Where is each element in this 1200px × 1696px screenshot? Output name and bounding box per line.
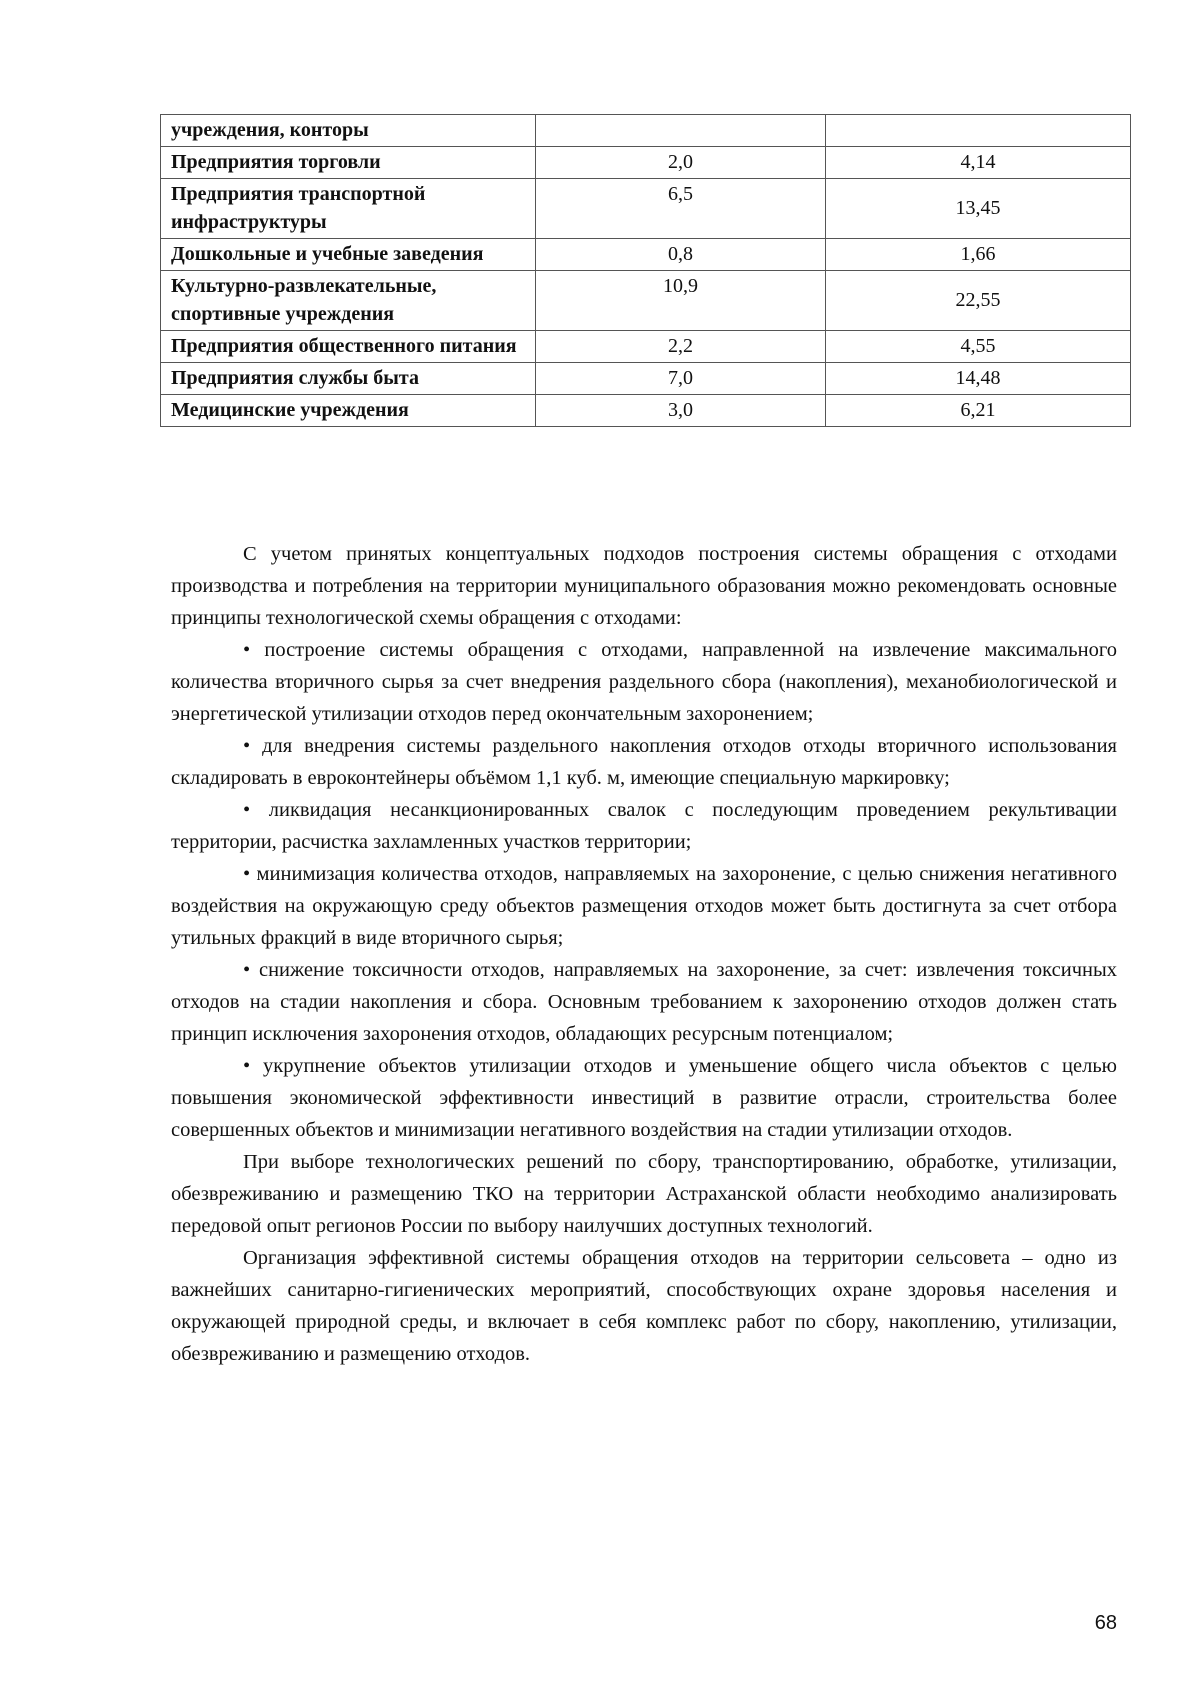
body-text <box>171 538 1117 1370</box>
row-value-a-cell: 3,0 <box>536 395 826 427</box>
row-value-a-cell: 2,2 <box>536 331 826 363</box>
paragraph-organization: Организация эффективной системы обращения отходов на территории сельсовета – одно из важнейших санитарно-гигиенических мероприятий, способствующих охране здоровья населения и окружающей природной среды, и включает в себя комплекс работ по сбору, накоплению, утилизации, обезвреживанию и размещению отходов. <box>171 1247 1117 1365</box>
row-value-a-cell: 0,8 <box>536 239 826 271</box>
table-row <box>161 271 1131 331</box>
row-name-cell: Предприятия службы быта <box>161 363 536 395</box>
row-value-b-cell <box>826 115 1131 147</box>
table-row <box>161 147 1131 179</box>
row-name-cell: Дошкольные и учебные заведения <box>161 239 536 271</box>
row-value-a-cell: 2,0 <box>536 147 826 179</box>
page-number: 68 <box>1094 1612 1117 1634</box>
table-row <box>161 239 1131 271</box>
row-value-b-cell: 4,55 <box>826 331 1131 363</box>
list-item-principle: • ликвидация несанкционированных свалок с последующим проведением рекультивации территории, расчистка захламленных участков территории; <box>171 799 1117 853</box>
row-name-cell: Культурно-развлекательные, спортивные учреждения <box>161 271 536 331</box>
table-row <box>161 363 1131 395</box>
row-value-a-cell: 7,0 <box>536 363 826 395</box>
list-item-principle: • построение системы обращения с отходами, направленной на извлечение максимального количества вторичного сырья за счет внедрения раздельного сбора (накопления), механобиологической и энергетической утилизации отходов перед окончательным захоронением; <box>171 639 1117 725</box>
row-name-cell: Предприятия общественного питания <box>161 331 536 363</box>
table-row <box>161 115 1131 147</box>
row-name-cell: учреждения, конторы <box>161 115 536 147</box>
row-value-b-cell: 6,21 <box>826 395 1131 427</box>
row-value-b-cell: 14,48 <box>826 363 1131 395</box>
table-row <box>161 395 1131 427</box>
row-value-a-cell: 10,9 <box>536 271 826 331</box>
row-name-cell: Предприятия торговли <box>161 147 536 179</box>
table-row <box>161 331 1131 363</box>
list-item-principle: • снижение токсичности отходов, направляемых на захоронение, за счет: извлечения токсичных отходов на стадии накопления и сбора. Основным требованием к захоронению отходов должен стать принцип исключения захоронения отходов, обладающих ресурсным потенциалом; <box>171 959 1117 1045</box>
paragraph-intro: С учетом принятых концептуальных подходов построения системы обращения с отходами производства и потребления на территории муниципального образования можно рекомендовать основные принципы технологической схемы обращения с отходами: <box>171 543 1117 629</box>
row-value-b-cell: 4,14 <box>826 147 1131 179</box>
row-name-cell: Медицинские учреждения <box>161 395 536 427</box>
row-value-a-cell <box>536 115 826 147</box>
row-value-b-cell: 1,66 <box>826 239 1131 271</box>
paragraph-technology-choice: При выборе технологических решений по сбору, транспортированию, обработке, утилизации, обезвреживанию и размещению ТКО на территории Астраханской области необходимо анализировать передовой опыт регионов России по выбору наилучших доступных технологий. <box>171 1151 1117 1237</box>
row-value-a-cell: 6,5 <box>536 179 826 239</box>
waste-norms-table <box>160 114 1131 427</box>
row-value-b-cell: 22,55 <box>826 271 1131 331</box>
row-value-b-cell: 13,45 <box>826 179 1131 239</box>
row-name-cell: Предприятия транспортной инфраструктуры <box>161 179 536 239</box>
waste-table-container <box>160 114 1130 427</box>
table-row <box>161 179 1131 239</box>
list-item-principle: • укрупнение объектов утилизации отходов и уменьшение общего числа объектов с целью повышения экономической эффективности инвестиций в развитие отрасли, строительства более совершенных объектов и минимизации негативного воздействия на стадии утилизации отходов. <box>171 1055 1117 1141</box>
list-item-principle: • для внедрения системы раздельного накопления отходов отходы вторичного использования складировать в евроконтейнеры объёмом 1,1 куб. м, имеющие специальную маркировку; <box>171 735 1117 789</box>
list-item-principle: • минимизация количества отходов, направляемых на захоронение, с целью снижения негативного воздействия на окружающую среду объектов размещения отходов может быть достигнута за счет отбора утильных фракций в виде вторичного сырья; <box>171 863 1117 949</box>
